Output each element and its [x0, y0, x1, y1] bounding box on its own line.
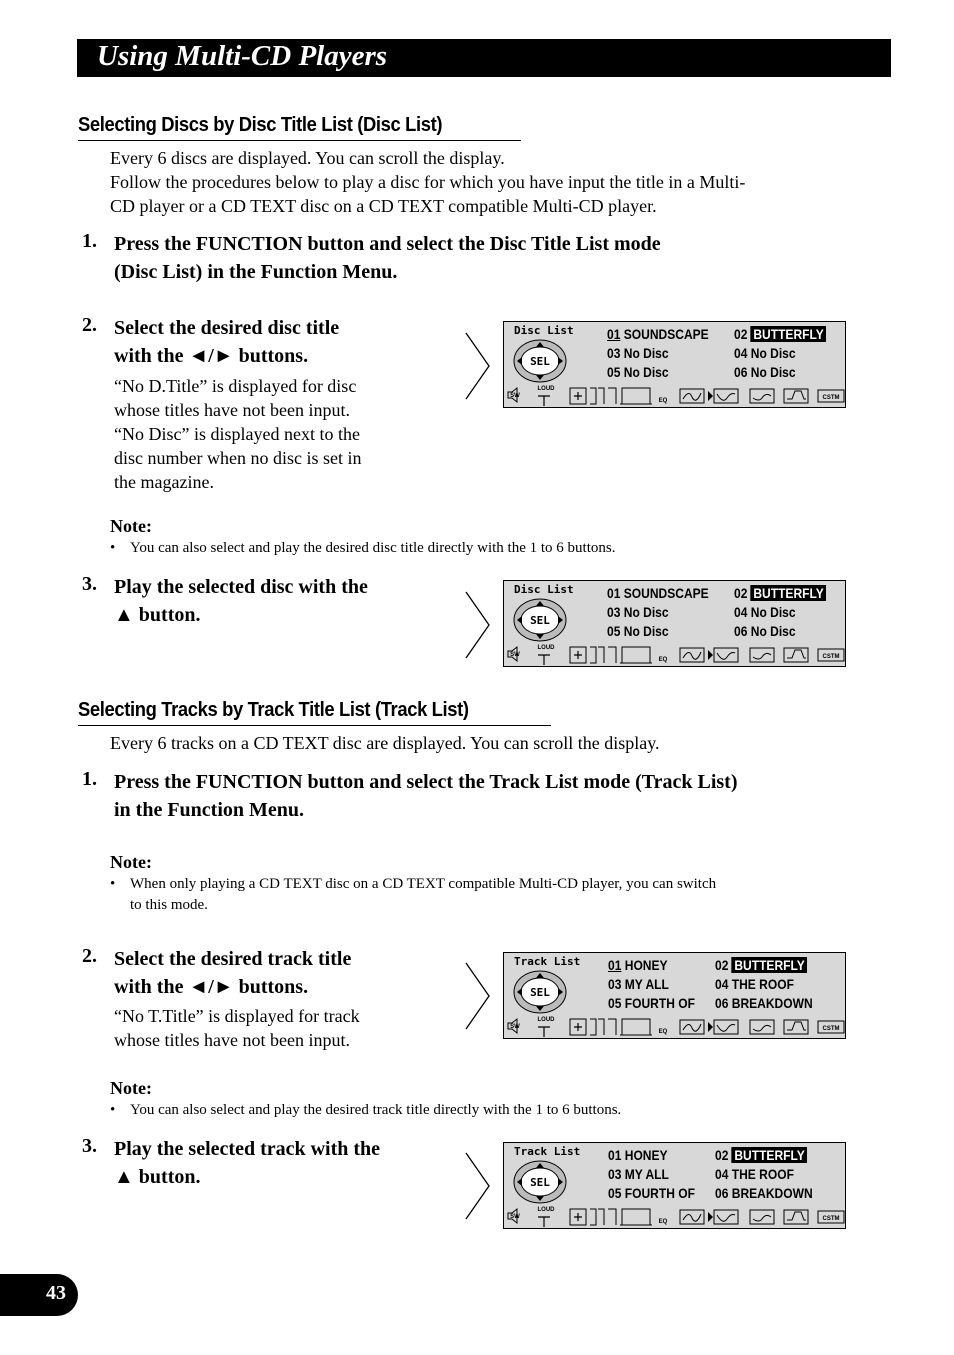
- step-description: [114, 1004, 414, 1052]
- entry-title: HONEY: [624, 1147, 668, 1163]
- step-text: [114, 230, 834, 286]
- step-arrow-icon: [465, 962, 491, 1030]
- entry-number: 02: [715, 957, 729, 973]
- section-intro-track: Every 6 tracks on a CD TEXT disc are displayed. You can scroll the display.: [110, 733, 660, 753]
- track-list-display: [503, 952, 846, 1039]
- list-entry: [607, 585, 709, 601]
- entry-title: SOUNDSCAPE: [623, 326, 709, 342]
- entry-number: 05: [608, 995, 622, 1011]
- list-entry-selected: [715, 957, 807, 973]
- list-entry: [607, 604, 669, 620]
- entry-title: No Disc: [750, 604, 796, 620]
- section-heading-disc-list: Selecting Discs by Disc Title List (Disc List): [78, 114, 443, 136]
- section-underline: [78, 140, 521, 141]
- desc-line: “No D.Title” is displayed for disc: [114, 376, 357, 396]
- step-line: with the ◄/► buttons.: [114, 976, 309, 998]
- step-line: Select the desired disc title: [114, 317, 340, 339]
- list-entry: [715, 976, 794, 992]
- step-line: (Disc List) in the Function Menu.: [114, 261, 398, 283]
- list-entry: [608, 1166, 669, 1182]
- list-entry: [715, 1185, 813, 1201]
- list-entry-selected: [734, 585, 826, 601]
- step-line: Play the selected track with the: [114, 1138, 381, 1160]
- track-list-display: [503, 1142, 846, 1229]
- desc-line: whose titles have not been input.: [114, 400, 350, 420]
- display-indicator-bar: [504, 643, 847, 667]
- page-number-tab: [0, 1274, 78, 1316]
- entry-title: THE ROOF: [731, 1166, 794, 1182]
- sel-joystick-icon: [512, 597, 568, 643]
- entry-number: 01: [608, 957, 622, 973]
- eq-indicator: EQ: [658, 1029, 668, 1035]
- entry-number: 01: [607, 326, 621, 342]
- entry-title: No Disc: [623, 345, 669, 361]
- cstm-indicator: CSTM: [822, 1026, 840, 1032]
- cstm-indicator: CSTM: [822, 395, 840, 401]
- display-mode-label: Disc List: [514, 324, 574, 337]
- loud-indicator: LOUD: [537, 386, 555, 392]
- entry-number: 02: [715, 1147, 729, 1163]
- desc-line: whose titles have not been input.: [114, 1030, 350, 1050]
- disc-list-display: [503, 580, 846, 667]
- step-text: [114, 573, 434, 629]
- section-underline: [78, 725, 551, 726]
- entry-number: 02: [734, 585, 748, 601]
- cstm-indicator: CSTM: [822, 654, 840, 660]
- list-entry: [608, 1185, 695, 1201]
- sel-joystick-icon: [512, 1159, 568, 1205]
- eq-indicator: EQ: [658, 398, 668, 404]
- list-entry-selected: [734, 326, 826, 342]
- loud-indicator: LOUD: [537, 1017, 555, 1023]
- cstm-indicator: CSTM: [822, 1216, 840, 1222]
- sw-indicator: SW: [510, 1024, 520, 1030]
- display-mode-label: Disc List: [514, 583, 574, 596]
- list-entry: [608, 1147, 668, 1163]
- step-arrow-icon: [465, 332, 491, 400]
- intro-line: CD player or a CD TEXT disc on a CD TEXT compatible Multi-CD player.: [110, 196, 657, 216]
- loud-indicator: LOUD: [537, 645, 555, 651]
- entry-title: No Disc: [750, 345, 796, 361]
- sw-indicator: SW: [510, 1214, 520, 1220]
- note-heading: Note:: [110, 1078, 152, 1098]
- list-entry: [734, 345, 796, 361]
- entry-number: 03: [608, 976, 622, 992]
- entry-title: THE ROOF: [731, 976, 794, 992]
- entry-title: FOURTH OF: [624, 1185, 695, 1201]
- step-line: ▲ button.: [114, 604, 201, 626]
- entry-title: No Disc: [750, 364, 796, 380]
- step-line: Play the selected disc with the: [114, 576, 368, 598]
- display-indicator-bar: [504, 384, 847, 408]
- step-text: [114, 314, 434, 370]
- list-entry: [715, 1166, 794, 1182]
- list-entry: [607, 364, 669, 380]
- note-bullet: •: [110, 540, 116, 556]
- entry-title: SOUNDSCAPE: [623, 585, 709, 601]
- display-mode-label: Track List: [514, 1145, 581, 1158]
- intro-line: Every 6 discs are displayed. You can scroll the display.: [110, 148, 505, 168]
- page-title-bar: [77, 39, 891, 77]
- desc-line: “No Disc” is displayed next to the: [114, 424, 360, 444]
- desc-line: “No T.Title” is displayed for track: [114, 1006, 360, 1026]
- step-line: Press the FUNCTION button and select the Track List mode (Track List): [114, 771, 738, 793]
- display-mode-label: Track List: [514, 955, 581, 968]
- page-title: Using Multi-CD Players: [97, 40, 388, 72]
- entry-title: BUTTERFLY: [732, 957, 808, 973]
- list-entry: [607, 326, 709, 342]
- step-line: Press the FUNCTION button and select the Disc Title List mode: [114, 233, 661, 255]
- entry-number: 02: [734, 326, 748, 342]
- entry-title: No Disc: [623, 604, 669, 620]
- entry-title: No Disc: [623, 364, 669, 380]
- step-line: ▲ button.: [114, 1166, 201, 1188]
- step-line: with the ◄/► buttons.: [114, 345, 309, 367]
- sel-joystick-icon: [512, 338, 568, 384]
- entry-number: 03: [607, 604, 621, 620]
- step-number: 3.: [82, 573, 97, 595]
- entry-number: 04: [715, 976, 729, 992]
- entry-number: 06: [734, 623, 748, 639]
- entry-number: 03: [608, 1166, 622, 1182]
- entry-number: 05: [607, 364, 621, 380]
- entry-title: FOURTH OF: [624, 995, 695, 1011]
- step-arrow-icon: [465, 591, 491, 659]
- entry-number: 06: [715, 995, 729, 1011]
- note-heading: Note:: [110, 852, 152, 872]
- list-entry: [608, 957, 668, 973]
- intro-line: Follow the procedures below to play a disc for which you have input the title in a Multi-: [110, 172, 746, 192]
- sw-indicator: SW: [510, 393, 520, 399]
- note-line: When only playing a CD TEXT disc on a CD TEXT compatible Multi-CD player, you can switch: [130, 876, 717, 892]
- note-bullet: •: [110, 1102, 116, 1118]
- step-text: [114, 768, 874, 824]
- list-entry: [734, 604, 796, 620]
- entry-title: No Disc: [623, 623, 669, 639]
- loud-indicator: LOUD: [537, 1207, 555, 1213]
- sel-label: SEL: [530, 1176, 550, 1189]
- entry-number: 03: [607, 345, 621, 361]
- entry-title: BREAKDOWN: [731, 1185, 813, 1201]
- sel-joystick-icon: [512, 969, 568, 1015]
- display-indicator-bar: [504, 1015, 847, 1039]
- sel-label: SEL: [530, 614, 550, 627]
- desc-line: the magazine.: [114, 472, 214, 492]
- entry-title: No Disc: [750, 623, 796, 639]
- entry-number: 01: [608, 1147, 622, 1163]
- sw-indicator: SW: [510, 652, 520, 658]
- note-bullet: •: [110, 876, 116, 892]
- entry-number: 05: [607, 623, 621, 639]
- entry-title: MY ALL: [624, 1166, 669, 1182]
- list-entry: [608, 976, 669, 992]
- eq-indicator: EQ: [658, 657, 668, 663]
- step-arrow-icon: [465, 1152, 491, 1220]
- entry-number: 06: [715, 1185, 729, 1201]
- step-number: 1.: [82, 768, 97, 790]
- step-description: [114, 374, 414, 494]
- entry-title: MY ALL: [624, 976, 669, 992]
- note-heading: Note:: [110, 516, 152, 536]
- entry-number: 04: [734, 604, 748, 620]
- entry-title: HONEY: [624, 957, 668, 973]
- step-line: Select the desired track title: [114, 948, 352, 970]
- eq-indicator: EQ: [658, 1219, 668, 1225]
- entry-title: BREAKDOWN: [731, 995, 813, 1011]
- entry-number: 04: [715, 1166, 729, 1182]
- entry-title: BUTTERFLY: [751, 585, 827, 601]
- page-number: 43: [46, 1282, 66, 1304]
- step-text: [114, 945, 434, 1001]
- entry-title: BUTTERFLY: [751, 326, 827, 342]
- list-entry: [734, 623, 796, 639]
- entry-number: 01: [607, 585, 621, 601]
- sel-label: SEL: [530, 986, 550, 999]
- list-entry: [607, 345, 669, 361]
- entry-title: BUTTERFLY: [732, 1147, 808, 1163]
- list-entry: [734, 364, 796, 380]
- section-heading-track-list: Selecting Tracks by Track Title List (Track List): [78, 699, 469, 721]
- list-entry: [715, 995, 813, 1011]
- desc-line: disc number when no disc is set in: [114, 448, 362, 468]
- step-text: [114, 1135, 434, 1191]
- list-entry: [608, 995, 695, 1011]
- entry-number: 06: [734, 364, 748, 380]
- note-text: You can also select and play the desired disc title directly with the 1 to 6 buttons.: [130, 540, 616, 556]
- display-indicator-bar: [504, 1205, 847, 1229]
- list-entry-selected: [715, 1147, 807, 1163]
- list-entry: [607, 623, 669, 639]
- step-line: in the Function Menu.: [114, 799, 305, 821]
- disc-list-display: [503, 321, 846, 408]
- step-number: 2.: [82, 314, 97, 336]
- note-text: [130, 874, 870, 916]
- section-intro-disc: [110, 146, 870, 218]
- sel-label: SEL: [530, 355, 550, 368]
- step-number: 1.: [82, 230, 97, 252]
- step-number: 2.: [82, 945, 97, 967]
- note-text: You can also select and play the desired track title directly with the 1 to 6 buttons.: [130, 1102, 622, 1118]
- entry-number: 04: [734, 345, 748, 361]
- note-line: to this mode.: [130, 897, 208, 913]
- step-number: 3.: [82, 1135, 97, 1157]
- entry-number: 05: [608, 1185, 622, 1201]
